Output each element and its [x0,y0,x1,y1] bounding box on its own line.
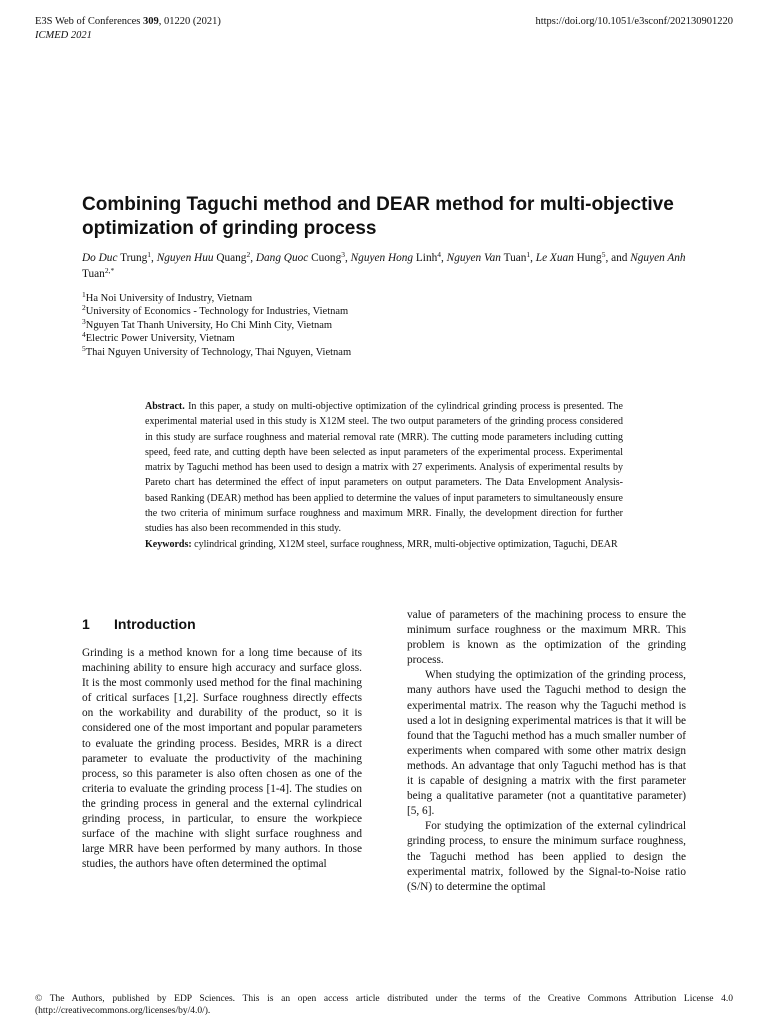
affiliation: $^2$University of Economics - Technology for Industries, Vietnam [82,303,349,318]
left-column [82,646,362,872]
author: Do Duc Trung$^1$ [82,250,152,264]
affiliation: $^5$Thai Nguyen University of Technology, Thai Nguyen, Vietnam [82,343,352,358]
author: Nguyen Van Tuan$^1$ [446,250,531,264]
journal-citation [35,15,221,28]
conference-name: ICMED 2021 [35,30,92,41]
license-footer: © The Authors, published by EDP Sciences. This is an open access article distributed under the terms of the Creative Commons Attribution License 4.0 (http://creativecommons.org/licenses/by/4.0/). [35,994,733,1016]
affiliation-list [82,292,692,359]
paper-title: Combining Taguchi method and DEAR method for multi-objective optimization of grinding process [82,194,674,239]
keywords-text: cylindrical grinding, X12M steel, surface roughness, MRR, multi-objective optimization, Taguchi, DEAR [194,538,618,550]
body-paragraph: When studying the optimization of the grinding process, many authors have used the Taguchi method to design the experimental matrix. The reason why the Taguchi method is used a lot in designing experimental matrices is that it will be found that the Taguchi method has a much smaller number of experiments when compared with some other matrix design methods. An advantage that only Taguchi method has is that it is capable of designing a matrix with the first parameter being a qualitative parameter (not a quantitative parameter) [5, 6]. [407,669,686,818]
body-paragraph: value of parameters of the machining process to ensure the minimum surface roughness or the maximum MRR. This problem is known as the optimization of the grinding process. [407,609,686,667]
affiliation: $^1$Ha Noi University of Industry, Vietnam [82,290,253,304]
journal-volume: 309 [143,16,159,27]
doi-link[interactable]: https://doi.org/10.1051/e3sconf/202130901220 [535,16,733,27]
author: Le Xuan Hung$^5$ [535,250,606,264]
keywords-label: Keywords: [145,538,192,550]
author: Nguyen Huu Quang$^2$ [156,250,251,264]
section-title: Introduction [114,616,196,632]
body-paragraph: For studying the optimization of the external cylindrical grinding process, to ensure the minimum surface roughness, the Taguchi method has been applied to design the experimental matrix, followed by the Signal-to-Noise ratio (S/N) to determine the optimal [407,820,686,893]
abstract-text: In this paper, a study on multi-objective optimization of the cylindrical grinding process is presented. The experimental material used in this study is X12M steel. The two output parameters of the grinding process considered in this study are surface roughness and material removal rate (MRR). The cutting mode parameters including cutting speed, feed rate, and cutting depth have been selected as input parameters of the experimental process. Experimental matrix by Taguchi method has been used to design a matrix with 27 experiments. Analysis of experimental results by Pareto chart has determined the effect of input parameters on output parameters. The Data Envelopment Analysis-based Ranking (DEAR) method has been applied to determine the values of input parameters to simultaneously ensure the two criteria of minimum surface roughness and maximum MRR. Finally, the development direction for further studies has also been recommended in this study. [145,401,623,535]
section-heading [82,616,196,632]
author-list: Do Duc Trung$^1$, Nguyen Huu Quang$^2$, Dang Quoc Cuong$^3$, Nguyen Hong Linh$^4$, Nguyen Van Tuan$^1$, Le Xuan Hung$^5$, and Nguyen Anh Tuan$^{2,*}$ [82,250,686,280]
section-number: 1 [82,616,90,632]
abstract-block [145,399,623,552]
affiliation: $^4$Electric Power University, Vietnam [82,330,235,345]
journal-prefix: E3S Web of Conferences [35,16,144,27]
author: Nguyen Anh Tuan$^{2,*}$ [82,252,686,280]
body-paragraph: Grinding is a method known for a long time because of its machining ability to ensure high accuracy and surface gloss. It is the most commonly used method for the final machining of critical surfaces [1,2]. Surface roughness directly effects on the workability and durability of the product, so it is considered one of the most important and popular parameters to evaluate the grinding process. Besides, MRR is a direct parameter to evaluate the productivity of the machining process, so this parameter is also often chosen as one of the criteria to evaluate the grinding process [1-4]. The studies on the grinding process in general and the external cylindrical grinding process, in particular, to ensure the workpiece surface of the machine with slight surface roughness and large MRR have been performed by many authors. In those studies, the authors have often determined the optimal [82,647,362,871]
author: Dang Quoc Cuong$^3$ [255,250,345,264]
affiliation: $^3$Nguyen Tat Thanh University, Ho Chi Minh City, Vietnam [82,316,333,331]
author: Nguyen Hong Linh$^4$ [350,250,441,264]
authors-conjunction: and [611,252,628,264]
journal-suffix: , 01220 (2021) [158,16,221,27]
right-column [407,608,686,895]
abstract-label: Abstract. [145,401,185,412]
